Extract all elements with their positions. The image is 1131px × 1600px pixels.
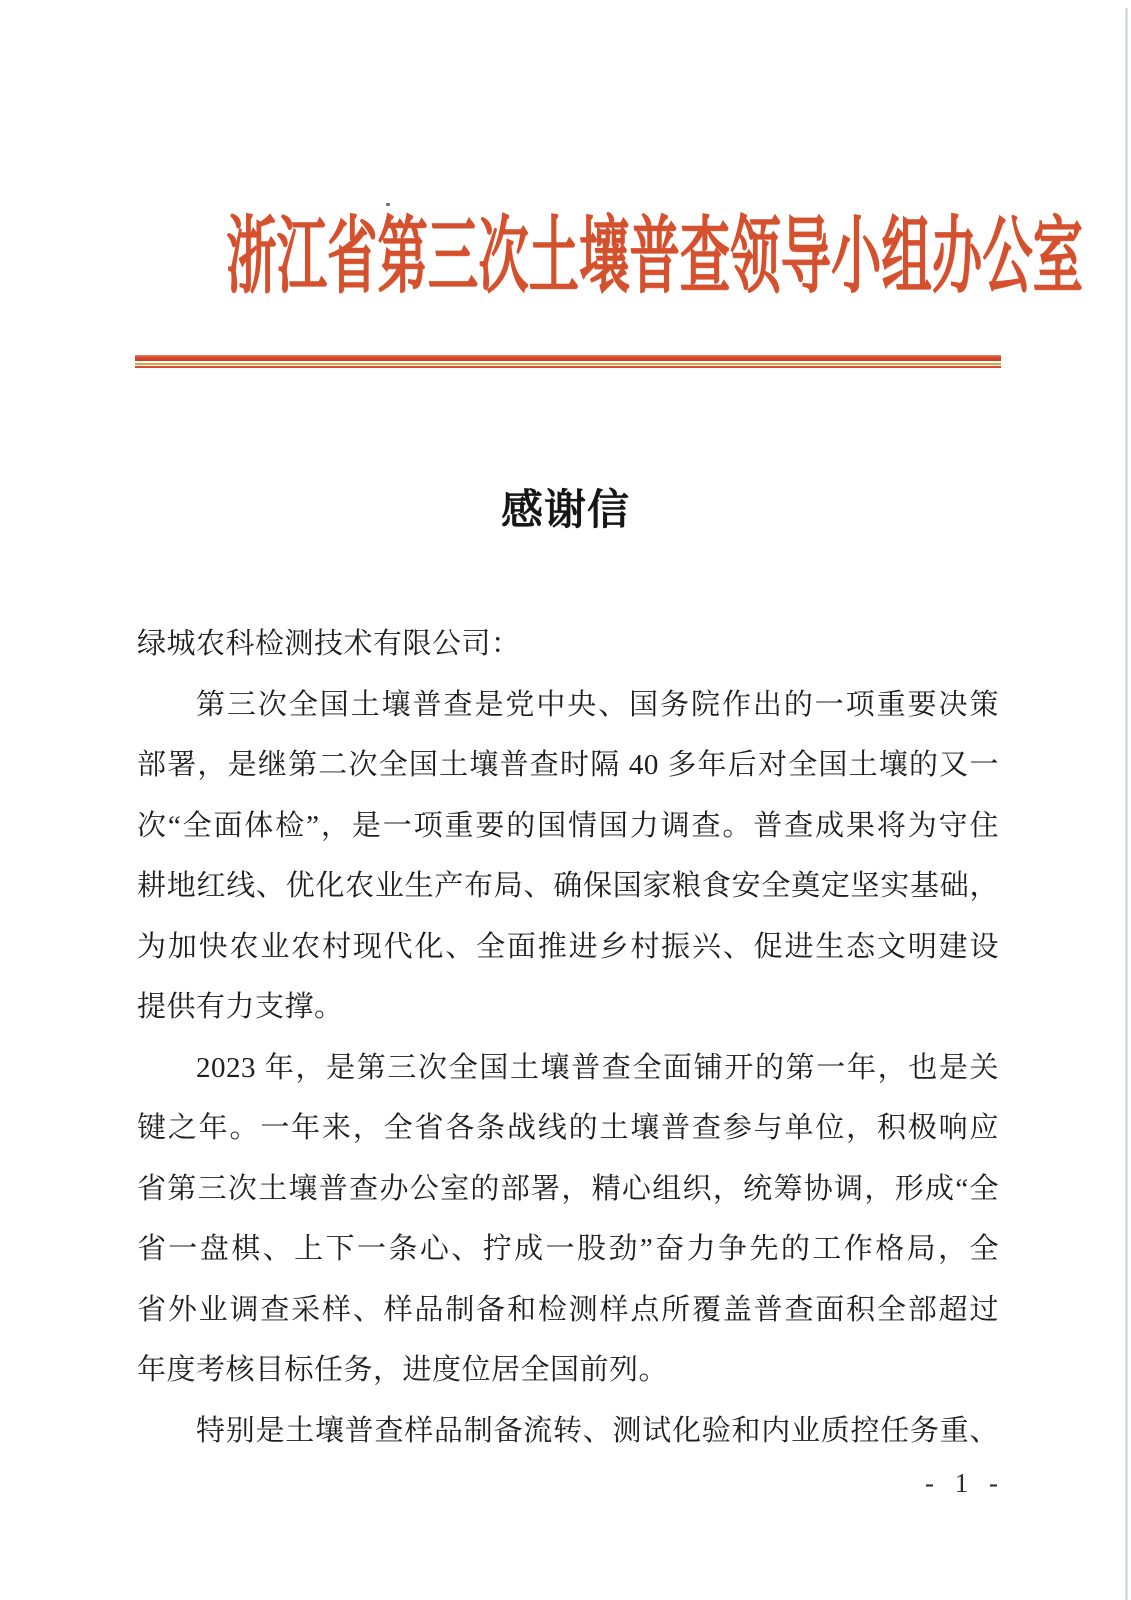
letterhead-rule-yellow (135, 363, 1001, 365)
body-line: 键之年。一年来，全省各条战线的土壤普查参与单位，积极响应 (137, 1112, 999, 1144)
letter-body (137, 614, 999, 1461)
scan-speck (386, 203, 390, 206)
body-line: 为加快农业农村现代化、全面推进乡村振兴、促进生态文明建设 (137, 930, 999, 963)
body-line: 第三次全国土壤普查是党中央、国务院作出的一项重要决策 (196, 688, 999, 721)
body-line: 特别是土壤普查样品制备流转、测试化验和内业质控任务重、 (196, 1414, 999, 1447)
body-line: 绿城农科检测技术有限公司： (137, 628, 521, 660)
letterhead-rule-red (135, 366, 1001, 368)
page-number: - 1 - (925, 1468, 1005, 1498)
body-line: 部署，是继第二次全国土壤普查时隔 40 多年后对全国土壤的又一 (137, 749, 999, 781)
letterhead-rule-main (135, 355, 1001, 361)
letterhead-title: 浙江省第三次土壤普查领导小组办公室 (226, 211, 1084, 304)
body-line: 2023 年，是第三次全国土壤普查全面铺开的第一年，也是关 (196, 1051, 999, 1084)
document-title: 感谢信 (500, 488, 630, 534)
body-line: 次“全面体检”，是一项重要的国情国力调查。普查成果将为守住 (137, 809, 999, 842)
body-line: 省外业调查采样、样品制备和检测样点所覆盖普查面积全部超过 (137, 1293, 999, 1326)
body-line: 省一盘棋、上下一条心、拧成一股劲”奋力争先的工作格局，全 (137, 1233, 999, 1265)
body-line: 年度考核目标任务，进度位居全国前列。 (137, 1354, 669, 1386)
scan-edge-line (1125, 8, 1128, 1600)
body-line: 省第三次土壤普查办公室的部署，精心组织，统筹协调，形成“全 (137, 1172, 999, 1205)
body-line: 耕地红线、优化农业生产布局、确保国家粮食安全奠定坚实基础， (137, 870, 999, 902)
body-line: 提供有力支撑。 (137, 991, 344, 1023)
letterhead-rule (135, 355, 1001, 368)
